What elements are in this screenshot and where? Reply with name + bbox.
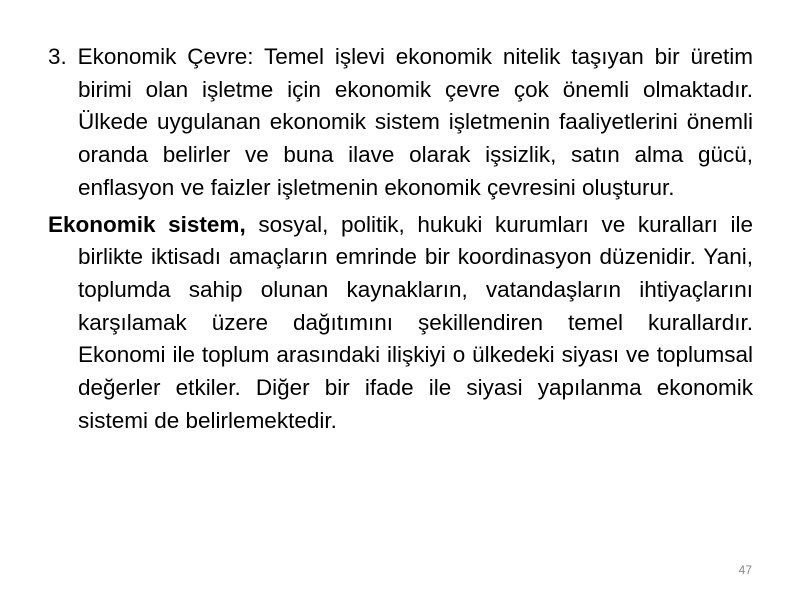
paragraph-text: 3. Ekonomik Çevre: Temel işlevi ekonomik nitelik taşıyan bir üretim birimi olan işletme için ekonomik çevre çok önemli olmaktadır. Ülkede uygulanan ekonomik sistem işletmenin faaliyetlerini önemli oranda belirler ve buna ilave olarak işsizlik, satın alma gücü, enflasyon ve faizler işletmenin ekonomik çevresini oluşturur. bbox=[48, 44, 753, 200]
paragraph-text: sosyal, politik, hukuki kurumları ve kuralları ile birlikte iktisadı amaçların emrinde bir koordinasyon düzenidir. Yani, toplumda sahip olunan kaynakların, vatandaşların ihtiyaçlarını karşılamak üzere dağıtımını şekillendiren temel kurallardır. Ekonomi ile toplum arasındaki ilişkiyi o ülkedeki siyası ve toplumsal değerler etkiler. Diğer bir ifade ile siyasi yapılanma ekonomik sistemi de belirlemektedir. bbox=[78, 211, 753, 433]
page-number: 47 bbox=[738, 563, 752, 577]
paragraph-economic-system bbox=[48, 209, 753, 438]
paragraph-economic-environment bbox=[48, 41, 753, 205]
slide-body bbox=[48, 41, 753, 437]
paragraph-lead-term: Ekonomik sistem, bbox=[48, 211, 246, 237]
